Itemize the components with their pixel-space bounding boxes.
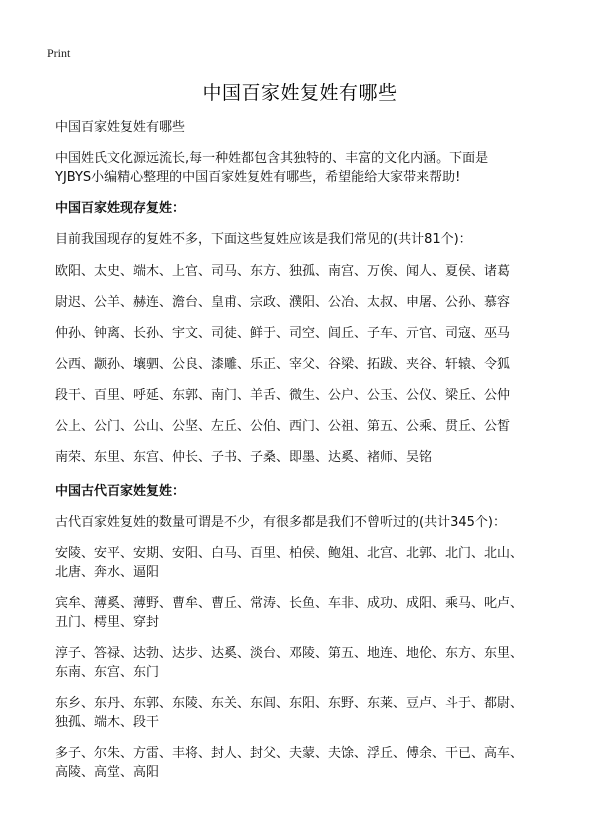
modern-surnames-heading: 中国百家姓现存复姓：: [55, 201, 186, 216]
ancient-surnames-heading: 中国古代百家姓复姓：: [55, 484, 186, 499]
surname-line: 北唐、奔水、逼阳: [55, 565, 160, 580]
surname-line: 独孤、端木、段干: [55, 715, 160, 730]
surname-row: 仲孙、钟离、长孙、宇文、司徒、鲜于、司空、闾丘、子车、亓官、司寇、巫马: [55, 326, 511, 341]
article-body: [55, 118, 555, 794]
article-subtitle: 中国百家姓复姓有哪些: [55, 120, 186, 135]
surname-line: 宾牟、薄奚、薄野、曹牟、曹丘、常涛、长鱼、车非、成功、成阳、乘马、叱卢、: [55, 596, 524, 611]
print-link[interactable]: Print: [47, 46, 71, 60]
intro-line: 中国姓氏文化源远流长,每一种姓都包含其独特的、丰富的文化内涵。下面是: [55, 151, 489, 166]
page-title: 中国百家姓复姓有哪些: [202, 82, 398, 104]
surname-block: [55, 744, 555, 782]
ancient-surnames-list: [55, 544, 555, 782]
surname-block: [55, 644, 555, 682]
surname-line: 高陵、高堂、高阳: [55, 765, 160, 780]
modern-surnames-list: [55, 261, 555, 468]
surname-block: [55, 544, 555, 582]
surname-block: [55, 694, 555, 732]
surname-row: 公西、颛孙、壤驷、公良、漆雕、乐正、宰父、谷梁、拓跋、夹谷、轩辕、令狐: [55, 357, 511, 372]
surname-line: 安陵、安平、安期、安阳、白马、百里、柏侯、鲍俎、北宫、北郭、北门、北山、: [55, 546, 524, 561]
surname-line: 淳子、答禄、达勃、达步、达奚、淡台、邓陵、第五、地连、地伦、东方、东里、: [55, 646, 524, 661]
surname-block: [55, 594, 555, 632]
surname-row: 段干、百里、呼延、东郭、南门、羊舌、微生、公户、公玉、公仪、梁丘、公仲: [55, 388, 511, 403]
surname-line: 东乡、东丹、东郭、东陵、东关、东闾、东阳、东野、东莱、豆卢、斗于、都尉、: [55, 696, 524, 711]
intro-line: YJBYS小编精心整理的中国百家姓复姓有哪些，希望能给大家带来帮助!: [55, 170, 461, 185]
surname-row: 尉迟、公羊、赫连、澹台、皇甫、宗政、濮阳、公冶、太叔、申屠、公孙、慕容: [55, 295, 511, 310]
surname-row: 公上、公门、公山、公坚、左丘、公伯、西门、公祖、第五、公乘、贯丘、公皙: [55, 419, 511, 434]
surname-row: 欧阳、太史、端木、上官、司马、东方、独孤、南宫、万俟、闻人、夏侯、诸葛: [55, 264, 511, 279]
surname-line: 多子、尔朱、方雷、丰将、封人、封父、夫蒙、夫馀、浮丘、傅余、干已、高车、: [55, 746, 524, 761]
surname-line: 东南、东宫、东门: [55, 665, 160, 680]
ancient-surnames-lead: 古代百家姓复姓的数量可谓是不少，有很多都是我们不曾听过的(共计345个)：: [55, 515, 506, 530]
intro-paragraph: [55, 149, 555, 187]
surname-row: 南荣、东里、东宫、仲长、子书、子桑、即墨、达奚、褚师、吴铭: [55, 450, 433, 465]
modern-surnames-lead: 目前我国现存的复姓不多，下面这些复姓应该是我们常见的(共计81个)：: [55, 232, 472, 247]
surname-line: 丑门、樗里、穿封: [55, 615, 160, 630]
